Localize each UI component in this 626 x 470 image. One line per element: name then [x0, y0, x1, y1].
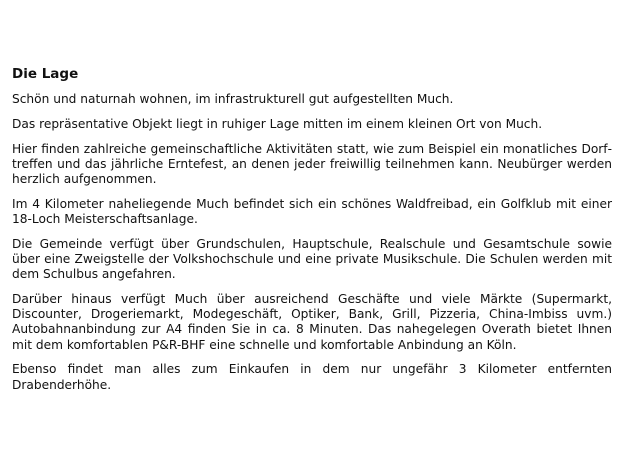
document-body: [12, 65, 612, 402]
section-heading: Die Lage: [12, 66, 79, 82]
paragraph-shopping-transport: Darüber hinaus verfügt Much über ausreichend Geschäfte und viele Märkte (Supermarkt, Discounter, Drogeriemarkt, Modegeschäft, Optiker, Bank, Grill, Pizzeria, China-Imbiss uvm.) Autobahnanbindung zur A4 finden Sie in ca. 8 Minuten. Das nahegelegen Overath bietet Ihnen mit dem komfortablen P&R-BHF eine schnelle und komfortable Anbindung an Köln.: [12, 292, 612, 352]
paragraph-community: Hier finden zahlreiche gemeinschaftliche Aktivitäten statt, wie zum Beispiel ein monatliches Dorftreffen und das jährliche Erntefest, an denen jeder freiwillig teilnehmen kann. Neubürger werden herzlich aufgenommen.: [12, 141, 612, 186]
paragraph-schools: Die Gemeinde verfügt über Grundschulen, Hauptschule, Realschule und Gesamtschule sowie über eine Zweigstelle der Volkshochschule und eine private Musikschule. Die Schulen werden mit dem Schulbus angefahren.: [12, 236, 612, 282]
paragraph-intro: Schön und naturnah wohnen, im infrastrukturell gut aufgestellten Much.: [12, 92, 454, 106]
paragraph-location: Das repräsentative Objekt liegt in ruhiger Lage mitten im einem kleinen Ort von Much.: [12, 116, 543, 131]
paragraph-leisure: Im 4 Kilometer naheliegende Much befindet sich ein schönes Waldfreibad, ein Golfklub mit einer 18-Loch Meisterschaftsanlage.: [12, 196, 612, 226]
paragraph-nearby-town: Ebenso findet man alles zum Einkaufen in dem nur ungefähr 3 Kilometer entfernten Drabenderhöhe.: [12, 362, 612, 392]
